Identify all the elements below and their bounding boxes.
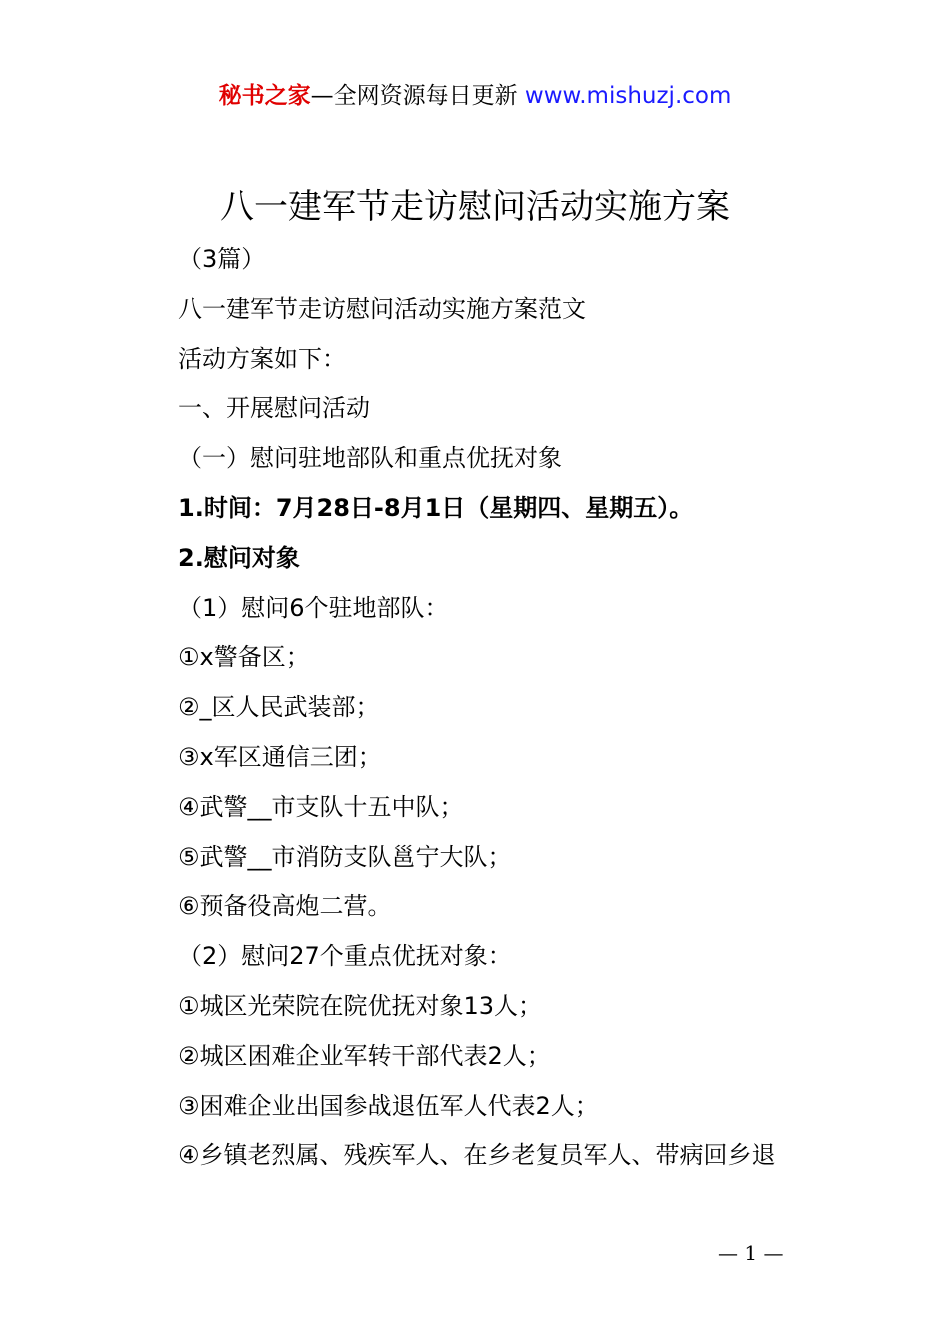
list-item: ④武警__市支队十五中队； [178,792,464,821]
list-item: ①城区光荣院在院优抚对象13人； [178,991,543,1020]
document-title: 八一建军节走访慰问活动实施方案 [220,187,730,227]
list-heading: （2）慰问27个重点优抚对象： [178,942,512,971]
list-item: ⑥预备役高炮二营。 [178,892,392,921]
list-item: ③困难企业出国参战退伍军人代表2人； [178,1091,599,1120]
site-url[interactable]: www.mishuzj.com [524,83,732,109]
list-item: ④乡镇老烈属、残疾军人、在乡老复员军人、带病回乡退 [178,1141,776,1170]
subsection-heading: （一）慰问驻地部队和重点优抚对象 [178,444,562,473]
list-heading: （1）慰问6个驻地部队： [178,593,449,622]
page-number: — 1 — [718,1241,784,1265]
list-item: ③x军区通信三团； [178,742,382,771]
site-header [0,80,950,112]
list-item: ②_区人民武装部； [178,693,380,722]
brand-name: 秘书之家 [218,83,311,109]
list-item: ①x警备区； [178,643,310,672]
list-item: ⑤武警__市消防支队邕宁大队； [178,842,512,871]
chapter-heading: 一、开展慰问活动 [178,394,370,423]
header-tagline: —全网资源每日更新 [310,83,518,109]
document-body [178,235,878,1181]
subtitle-count: （3篇） [178,245,266,273]
paragraph-line: 活动方案如下： [178,344,346,373]
list-item: ②城区困难企业军转干部代表2人； [178,1041,551,1070]
section-heading: 八一建军节走访慰问活动实施方案范文 [178,294,586,323]
time-line: 1.时间：7月28日-8月1日（星期四、星期五）。 [178,493,694,522]
target-heading: 2.慰问对象 [178,543,300,572]
